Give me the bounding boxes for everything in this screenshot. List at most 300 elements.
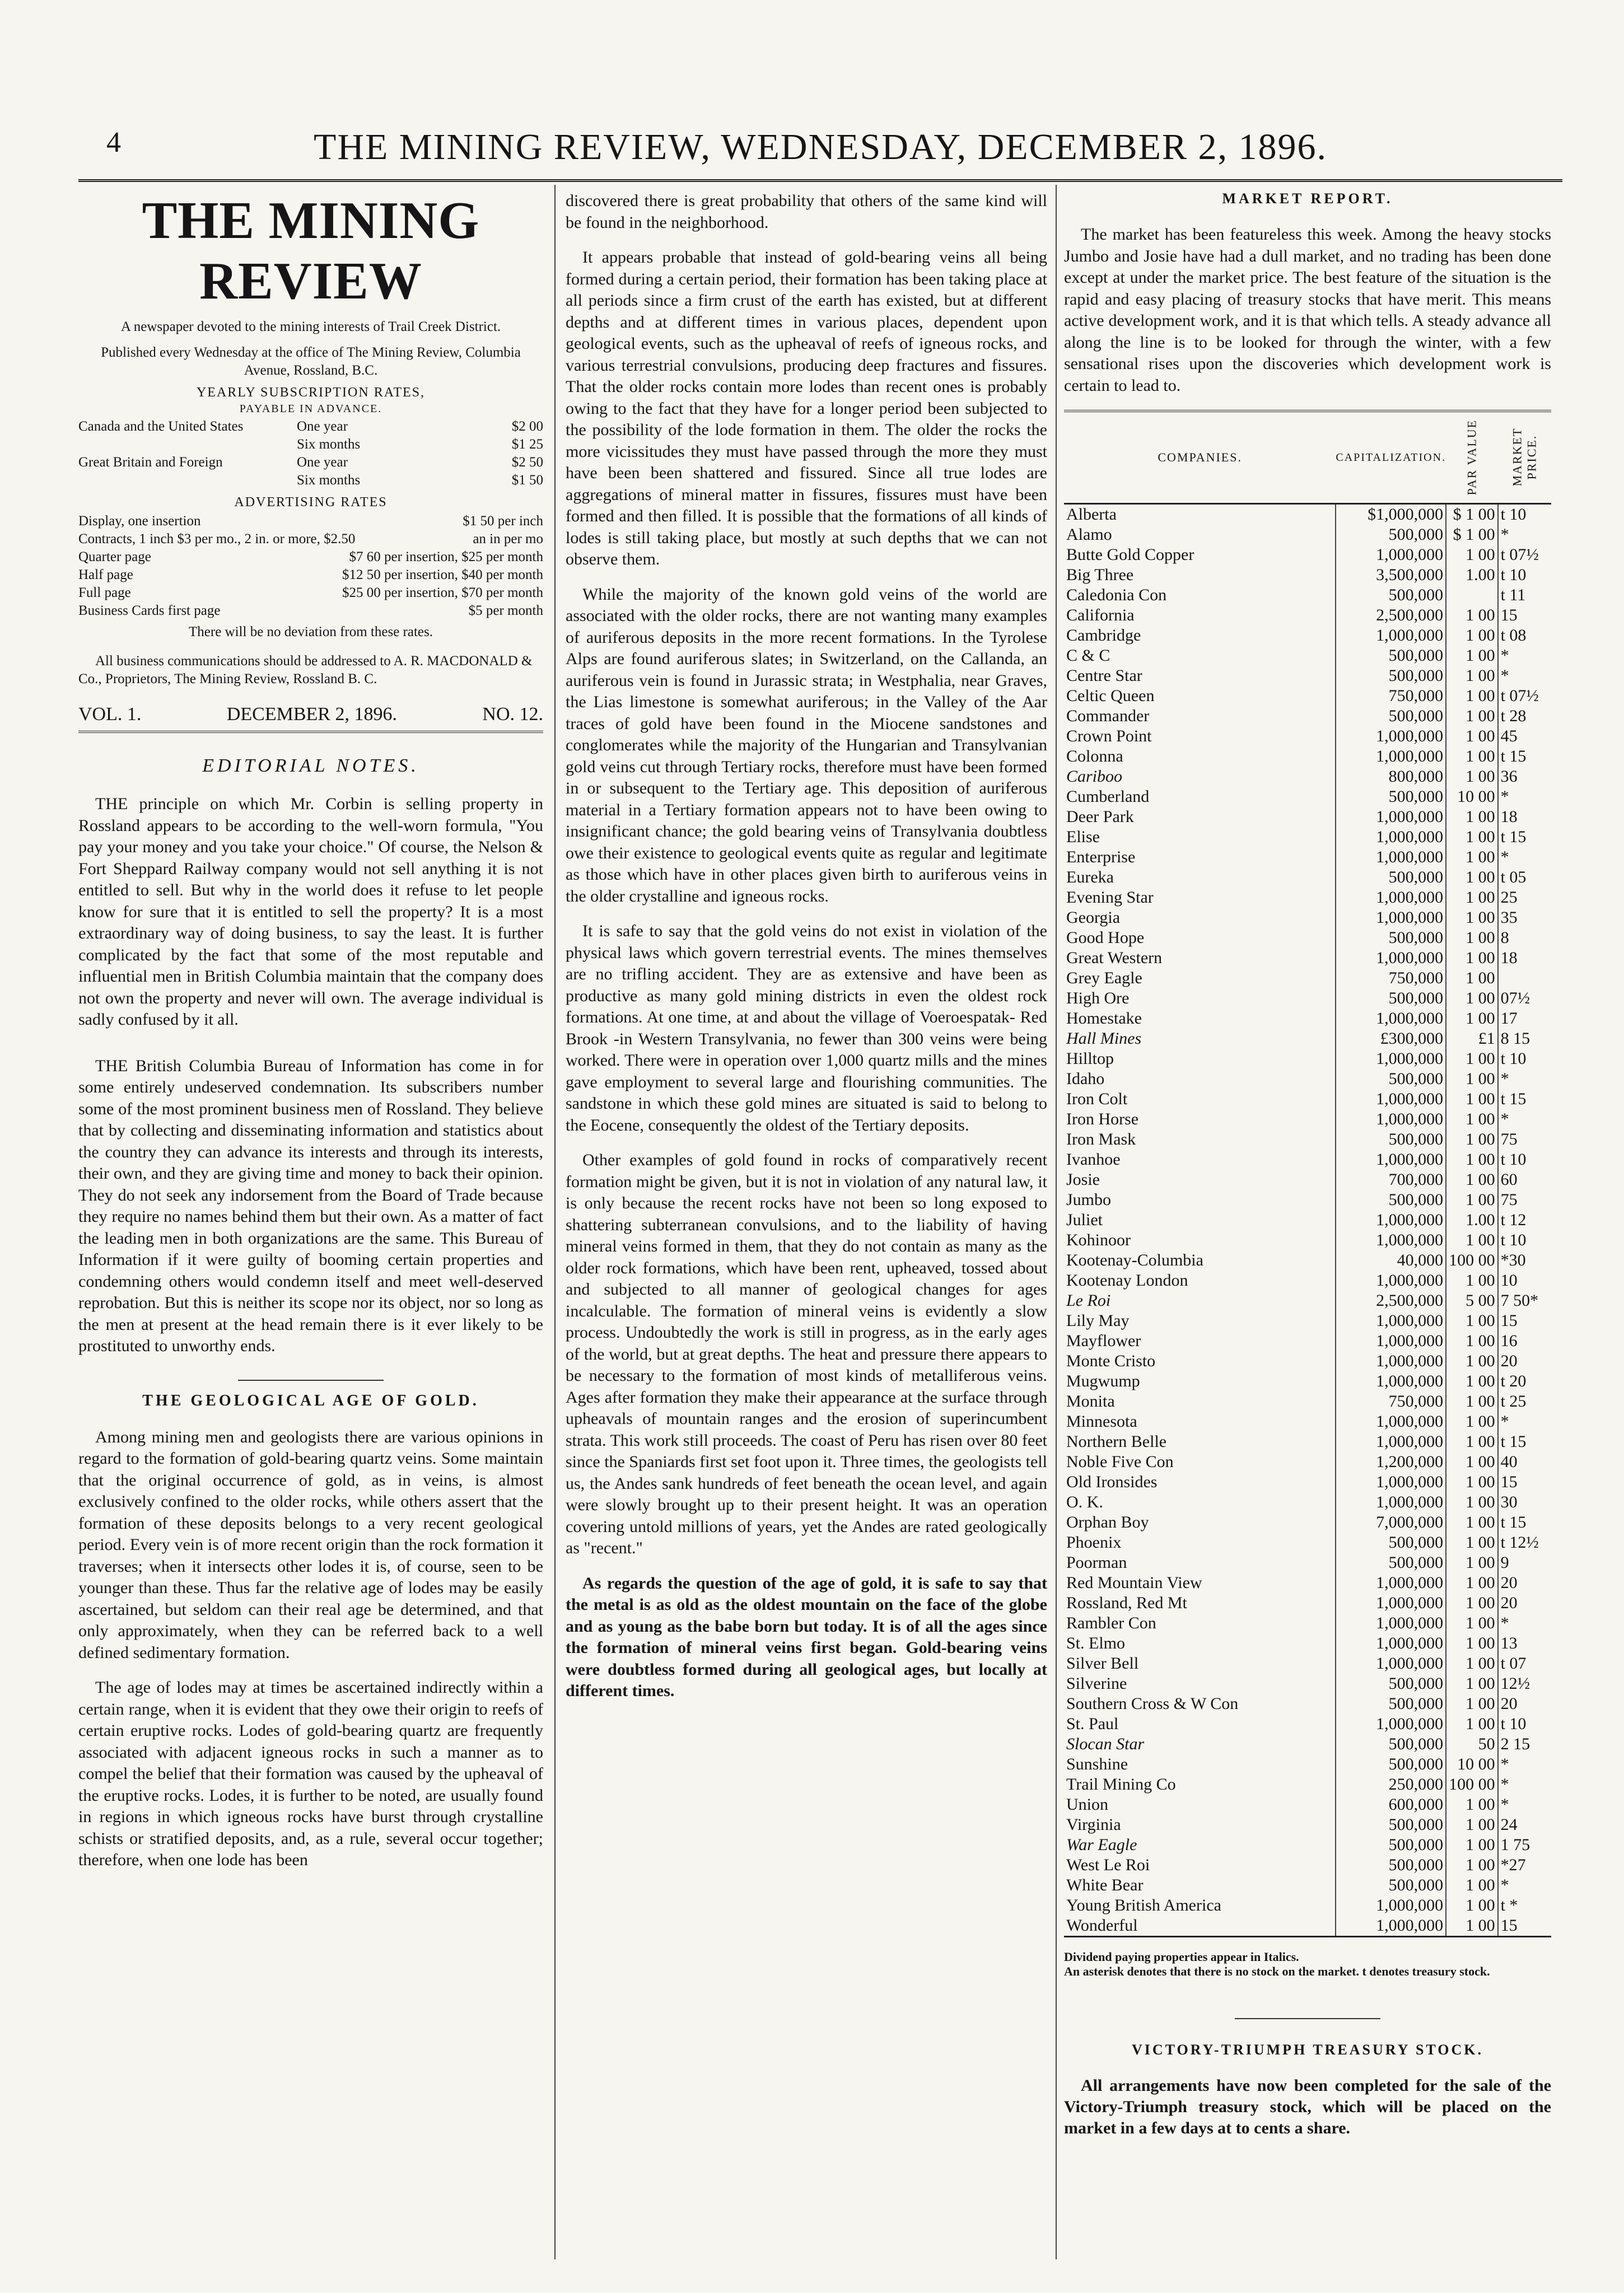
stock-market-price: 8 — [1498, 928, 1551, 948]
stock-company: Kohinoor — [1066, 1231, 1131, 1249]
stock-market-price: 13 — [1498, 1633, 1551, 1654]
stock-row — [1064, 807, 1551, 827]
stock-row — [1064, 646, 1551, 666]
advertising-rate-row — [78, 530, 543, 548]
geology-paragraph: It appears probable that instead of gold-bearing veins all being formed during a certain period, their formation has been taking place at all periods since a firm crust of the earth has existed, but at different depths and at different times in various places, dependent upon geological events, such as the upheaval of reefs of igneous rocks, and various terrestrial convulsions, producing deep fractures and fissures. That the older rocks contain more lodes than recent ones is probably owing to the fact that they have for a longer period been subjected to the possibility of the lode formation in them. The older the rocks the more vicissitudes they must have passed through the more they must have been been shattered and fissured. Since all true lodes are aggregations of mineral matter in fissures, fissures must have been formed and then filled. It is possible that the formations of all kinds of lodes is still taking place, but mostly at such depths that we can not observe them. — [566, 248, 1047, 568]
stock-par-value: 1 00 — [1446, 1089, 1498, 1109]
stock-row — [1064, 1855, 1551, 1875]
stock-market-price: 20 — [1498, 1351, 1551, 1371]
advertising-item: Contracts, 1 inch $3 per mo., 2 in. or more, $2.50 — [78, 531, 356, 547]
stock-row — [1064, 1190, 1551, 1210]
stock-row — [1064, 1613, 1551, 1633]
stock-market-price: 07½ — [1498, 988, 1551, 1008]
stock-row — [1064, 787, 1551, 807]
stock-par-value: 1 00 — [1446, 867, 1498, 888]
geology-paragraph: It is safe to say that the gold veins do not exist in violation of the physical laws which govern terrestrial events. The mines themselves are no trifling accident. They are as extensive and have been as productive as many gold mining districts in even the oldest rock formations. At one time, at and about the village of Voeroespatak- Red Brook -in Western Transylvania, no fewer than 300 veins were being worked. There were in operation over 1,000 quartz mills and the mines gave employment to several large and flourishing communities. The sandstone in which these gold mines are situated is said to belong to the Eocene, consequently the oldest of the Tertiary deposits. — [566, 922, 1047, 1134]
stock-par-value: 1 00 — [1446, 1633, 1498, 1654]
stock-capitalization: 500,000 — [1336, 1069, 1446, 1089]
stock-company: Iron Horse — [1066, 1110, 1139, 1128]
stock-row — [1064, 605, 1551, 625]
stock-row — [1064, 1271, 1551, 1291]
stock-company: Centre Star — [1066, 666, 1142, 685]
stock-row — [1064, 1654, 1551, 1674]
stock-row — [1064, 1875, 1551, 1895]
stock-row — [1064, 968, 1551, 988]
stock-market-price: t 07½ — [1498, 545, 1551, 565]
stock-company: Le Roi — [1066, 1291, 1111, 1310]
stock-row — [1064, 928, 1551, 948]
stock-row — [1064, 1412, 1551, 1432]
stock-market-price: 45 — [1498, 726, 1551, 746]
stock-market-price: * — [1498, 1795, 1551, 1815]
stock-capitalization: 1,000,000 — [1336, 847, 1446, 867]
stock-company: Cumberland — [1066, 787, 1150, 806]
stock-market-price: * — [1498, 1875, 1551, 1895]
stock-par-value: 1 00 — [1446, 767, 1498, 787]
stock-par-value: 1 00 — [1446, 1371, 1498, 1391]
stock-company: Caledonia Con — [1066, 586, 1167, 604]
advertising-rate-row — [78, 584, 543, 602]
stock-market-price: 40 — [1498, 1452, 1551, 1472]
stock-company: Hall Mines — [1066, 1029, 1142, 1048]
stock-market-price: 20 — [1498, 1573, 1551, 1593]
stock-row — [1064, 1230, 1551, 1250]
stock-capitalization: 1,000,000 — [1336, 948, 1446, 968]
stock-market-price: * — [1498, 847, 1551, 867]
stock-par-value: 1 00 — [1446, 1835, 1498, 1855]
stock-market-price: * — [1498, 787, 1551, 807]
stock-par-value: 5 00 — [1446, 1291, 1498, 1311]
advertising-item: Full page — [78, 585, 131, 600]
stock-market-price: * — [1498, 1412, 1551, 1432]
stock-par-value: £1 — [1446, 1029, 1498, 1049]
stock-company: Deer Park — [1066, 807, 1134, 826]
stock-market-price: t 11 — [1498, 585, 1551, 605]
stock-capitalization: 1,000,000 — [1336, 807, 1446, 827]
geology-paragraph: discovered there is great probability that others of the same kind will be found in the neighborhood. — [566, 192, 1047, 232]
stock-row — [1064, 1492, 1551, 1512]
stock-market-price: 75 — [1498, 1129, 1551, 1150]
subscription-region: Canada and the United States — [78, 419, 244, 434]
stock-par-value: 100 00 — [1446, 1250, 1498, 1271]
stock-row — [1064, 1553, 1551, 1573]
stock-row — [1064, 1593, 1551, 1613]
stock-capitalization: 500,000 — [1336, 706, 1446, 726]
stock-row — [1064, 585, 1551, 605]
stock-row — [1064, 1250, 1551, 1271]
stock-row — [1064, 746, 1551, 767]
stock-row — [1064, 1129, 1551, 1150]
stock-capitalization: 500,000 — [1336, 1553, 1446, 1573]
stock-market-price: * — [1498, 1069, 1551, 1089]
issue-number: NO. 12. — [482, 704, 543, 725]
stock-row — [1064, 908, 1551, 928]
no-deviation-note: There will be no deviation from these rates. — [189, 624, 433, 639]
stock-company: St. Elmo — [1066, 1634, 1126, 1652]
stock-capitalization: 1,000,000 — [1336, 625, 1446, 646]
advertising-item: Quarter page — [78, 549, 151, 564]
stock-company: Mayflower — [1066, 1332, 1141, 1350]
stock-par-value: 1 00 — [1446, 1533, 1498, 1553]
stock-market-price: t 15 — [1498, 827, 1551, 847]
stock-par-value: 50 — [1446, 1734, 1498, 1754]
stock-row — [1064, 1351, 1551, 1371]
subscription-rate-row — [78, 418, 543, 436]
stock-market-price: * — [1498, 646, 1551, 666]
stock-row — [1064, 1008, 1551, 1029]
stock-market-price: t 07 — [1498, 1654, 1551, 1674]
stock-company: Slocan Star — [1066, 1735, 1145, 1753]
stock-capitalization: 1,000,000 — [1336, 1371, 1446, 1391]
stock-capitalization: 1,000,000 — [1336, 1593, 1446, 1613]
stock-capitalization: 500,000 — [1336, 585, 1446, 605]
stock-capitalization: 1,000,000 — [1336, 1613, 1446, 1633]
advertising-title: ADVERTISING RATES — [234, 495, 388, 510]
editorial-title: EDITORIAL NOTES. — [202, 755, 419, 776]
stock-row — [1064, 827, 1551, 847]
stock-market-price: t 05 — [1498, 867, 1551, 888]
advertising-rate-row — [78, 566, 543, 584]
stock-capitalization: 1,000,000 — [1336, 1008, 1446, 1029]
market-title: MARKET REPORT. — [1222, 190, 1393, 207]
stock-row — [1064, 1835, 1551, 1855]
stock-row — [1064, 1573, 1551, 1593]
stock-company: Lily May — [1066, 1311, 1130, 1330]
stock-company: Great Western — [1066, 949, 1163, 967]
stock-company: Homestake — [1066, 1009, 1142, 1028]
stock-capitalization: 750,000 — [1336, 686, 1446, 706]
stock-par-value: 1 00 — [1446, 1654, 1498, 1674]
victory-paragraph: All arrangements have now been completed for the sale of the Victory-Triumph treasury stock, which will be placed on the market in a few days at to cents a share. — [1064, 2076, 1551, 2137]
stock-par-value: 1 00 — [1446, 605, 1498, 625]
stock-row — [1064, 1371, 1551, 1391]
stock-market-price: *27 — [1498, 1855, 1551, 1875]
geology-title: THE GEOLOGICAL AGE OF GOLD. — [142, 1391, 479, 1409]
stock-row — [1064, 1774, 1551, 1795]
stock-capitalization: 500,000 — [1336, 1674, 1446, 1694]
stock-market-price: * — [1498, 666, 1551, 686]
stock-par-value: 1 00 — [1446, 1069, 1498, 1089]
stock-row — [1064, 686, 1551, 706]
stock-company: Mugwump — [1066, 1372, 1140, 1390]
stock-market-price: t 25 — [1498, 1391, 1551, 1412]
stock-row — [1064, 1674, 1551, 1694]
stock-capitalization: £300,000 — [1336, 1029, 1446, 1049]
stock-par-value: 1 00 — [1446, 1452, 1498, 1472]
stock-market-price: 7 50* — [1498, 1291, 1551, 1311]
stock-company: Silver Bell — [1066, 1654, 1139, 1673]
stock-capitalization: 1,000,000 — [1336, 545, 1446, 565]
communications-note: All business communications should be addressed to A. R. MACDONALD & Co., Proprietors, The Mining Review, Rossland B. C. — [78, 653, 533, 687]
advertising-price: $5 per month — [468, 603, 543, 618]
stock-market-price: 1 75 — [1498, 1835, 1551, 1855]
stock-par-value: 1 00 — [1446, 1916, 1498, 1937]
stock-market-price: t 10 — [1498, 565, 1551, 585]
stock-company: Idaho — [1066, 1070, 1105, 1088]
asterisk-note: An asterisk denotes that there is no stock on the market. t denotes treasury stock. — [1064, 1964, 1490, 1978]
stock-row — [1064, 1089, 1551, 1109]
subscription-price: $2 00 — [511, 419, 543, 434]
stock-company: Old Ironsides — [1066, 1473, 1158, 1491]
stock-row — [1064, 1109, 1551, 1129]
stock-table — [1064, 410, 1551, 1937]
stock-market-price: t 28 — [1498, 706, 1551, 726]
stock-market-price: 20 — [1498, 1694, 1551, 1714]
stock-company: St. Paul — [1066, 1715, 1119, 1733]
stock-capitalization: 500,000 — [1336, 1190, 1446, 1210]
divider — [1235, 2018, 1380, 2019]
stock-capitalization: 7,000,000 — [1336, 1512, 1446, 1533]
stock-company: Rambler Con — [1066, 1614, 1156, 1632]
stock-market-price: t 15 — [1498, 1432, 1551, 1452]
stock-par-value: $ 1 00 — [1446, 504, 1498, 525]
stock-company: Rossland, Red Mt — [1066, 1594, 1187, 1612]
stock-par-value: 1 00 — [1446, 948, 1498, 968]
stock-row — [1064, 1049, 1551, 1069]
stock-capitalization: 700,000 — [1336, 1170, 1446, 1190]
stock-market-price: 24 — [1498, 1815, 1551, 1835]
stock-company: O. K. — [1066, 1493, 1103, 1511]
stock-par-value: 1 00 — [1446, 706, 1498, 726]
stock-market-price: 2 15 — [1498, 1734, 1551, 1754]
stock-par-value: 1 00 — [1446, 646, 1498, 666]
stock-company: Alberta — [1066, 505, 1117, 524]
stock-company: Young British America — [1066, 1896, 1221, 1914]
stock-row — [1064, 1029, 1551, 1049]
stock-market-price: * — [1498, 1109, 1551, 1129]
advertising-price: $7 60 per insertion, $25 per month — [349, 549, 543, 564]
stock-company: Union — [1066, 1795, 1108, 1814]
stock-company: Evening Star — [1066, 888, 1154, 907]
stock-market-price: t 10 — [1498, 1230, 1551, 1250]
advertising-price: $25 00 per insertion, $70 per month — [342, 585, 543, 600]
stock-row — [1064, 1170, 1551, 1190]
stock-market-price — [1498, 968, 1551, 988]
advertising-rate-row — [78, 548, 543, 566]
stock-par-value: 1 00 — [1446, 746, 1498, 767]
stock-par-value: 1 00 — [1446, 1170, 1498, 1190]
stock-market-price: 15 — [1498, 1311, 1551, 1331]
geology-paragraph: As regards the question of the age of gold, it is safe to say that the metal is as old as the oldest mountain on the face of the globe and as young as the babe born but today. It is of all the ages since the formation of mineral veins first began. Gold-bearing veins were doubtless formed during all geological ages, but locally at different times. — [566, 1573, 1047, 1700]
stock-capitalization: 1,000,000 — [1336, 1633, 1446, 1654]
stock-row — [1064, 1916, 1551, 1937]
advertising-rate-row — [78, 512, 543, 530]
stock-capitalization: 1,000,000 — [1336, 1472, 1446, 1492]
volume: VOL. 1. — [78, 704, 142, 725]
stock-company: Noble Five Con — [1066, 1453, 1174, 1471]
stock-par-value: 1 00 — [1446, 1190, 1498, 1210]
stock-row — [1064, 1895, 1551, 1916]
victory-title: VICTORY-TRIUMPH TREASURY STOCK. — [1131, 2042, 1484, 2058]
stock-company: Eureka — [1066, 868, 1114, 886]
stock-row — [1064, 767, 1551, 787]
subscription-term: Six months — [297, 437, 361, 452]
stock-capitalization: 1,000,000 — [1336, 1916, 1446, 1937]
stock-market-price: t 10 — [1498, 1049, 1551, 1069]
stock-company: Virginia — [1066, 1815, 1121, 1834]
stock-company: Cambridge — [1066, 626, 1141, 645]
stock-company: Josie — [1066, 1170, 1100, 1189]
stock-company: Sunshine — [1066, 1755, 1128, 1773]
stock-capitalization: 1,000,000 — [1336, 726, 1446, 746]
stock-par-value: 1 00 — [1446, 1049, 1498, 1069]
stock-company: High Ore — [1066, 989, 1130, 1007]
stock-company: Cariboo — [1066, 767, 1123, 786]
stock-capitalization: 1,000,000 — [1336, 1230, 1446, 1250]
stock-par-value: 10 00 — [1446, 1754, 1498, 1774]
stock-par-value: 1 00 — [1446, 545, 1498, 565]
stock-market-price: *30 — [1498, 1250, 1551, 1271]
stock-market-price: 18 — [1498, 807, 1551, 827]
stock-par-value: 1 00 — [1446, 1391, 1498, 1412]
advertising-item: Business Cards first page — [78, 603, 221, 618]
stock-market-price: t 07½ — [1498, 686, 1551, 706]
editorial-paragraph: THE British Columbia Bureau of Information has come in for some entirely undeserved condemnation. Its subscribers number some of the most prominent business men of Rossland. They believe that by collecting and disseminating information and statistics about the country they can advance its interests and through its interests, their own, and they are giving time and money to back their opinion. They do not seek any indorsement from the Board of Trade because they require no names behind them but their own. As a matter of fact the leading men in both organizations are the same. This Bureau of Information if it were guilty of booming certain properties and condemning others would condemn itself and meet well-deserved reprobation. But this is neither its scope nor its object, nor so long as the men at present at the head remain there is it ever likely to be prostituted to unworthy ends. — [78, 1056, 543, 1355]
stock-company: Grey Eagle — [1066, 969, 1142, 987]
stock-row — [1064, 1291, 1551, 1311]
stock-capitalization: 3,500,000 — [1336, 565, 1446, 585]
stock-par-value: 1 00 — [1446, 1895, 1498, 1916]
geology-paragraph: While the majority of the known gold veins of the world are associated with the older rocks, there are not wanting many examples of auriferous deposits in the more recent formations. In the Tyrolese Alps are found auriferous slates; in Switzerland, on the Callanda, an auriferous vein is found in Jurassic strata; in Westphalia, near Graves, the Lias limestone is somewhat auriferous; in the Valley of the Aar traces of gold have been found in the Miocene sandstones and conglomerates while the majority of the Hungarian and Transylvanian gold veins cut through Tertiary rocks, therefore must have been formed in or subsequent to the Tertiary age. This deposition of auriferous material in a Tertiary formation appears not to have been owing to insignificant chance; the gold bearing veins of Transylvania doubtless owe their existence to geological events quite as regular and legitimate as those which have in other places given birth to auriferous veins in the older crystalline and igneous rocks. — [566, 585, 1047, 905]
header-rule — [78, 179, 1562, 182]
stock-capitalization: 1,000,000 — [1336, 1049, 1446, 1069]
subscription-region: Great Britain and Foreign — [78, 455, 223, 470]
stock-company: Trail Mining Co — [1066, 1775, 1176, 1794]
stock-capitalization: 500,000 — [1336, 1855, 1446, 1875]
stock-table-body — [1064, 504, 1551, 1937]
stock-row — [1064, 1210, 1551, 1230]
stock-capitalization: 1,000,000 — [1336, 908, 1446, 928]
stock-par-value: 1 00 — [1446, 968, 1498, 988]
stock-company: Georgia — [1066, 908, 1121, 927]
header-market-price: MARKET PRICE. — [1498, 411, 1551, 504]
stock-row — [1064, 1069, 1551, 1089]
masthead-publisher: Published every Wednesday at the office of The Mining Review, Columbia Avenue, Rossland, B.C. — [101, 345, 521, 378]
stock-capitalization: 750,000 — [1336, 968, 1446, 988]
stock-par-value: 1 00 — [1446, 1150, 1498, 1170]
stock-par-value: 1 00 — [1446, 666, 1498, 686]
stock-par-value: 1 00 — [1446, 988, 1498, 1008]
stock-company: Red Mountain View — [1066, 1573, 1202, 1592]
stock-capitalization: 500,000 — [1336, 1734, 1446, 1754]
stock-capitalization: 1,000,000 — [1336, 1714, 1446, 1734]
stock-par-value: 1 00 — [1446, 928, 1498, 948]
stock-capitalization: 1,000,000 — [1336, 1895, 1446, 1916]
stock-capitalization: 500,000 — [1336, 988, 1446, 1008]
subscription-rate-row — [78, 436, 543, 454]
stock-row — [1064, 706, 1551, 726]
stock-par-value: 1 00 — [1446, 1875, 1498, 1895]
stock-company: Phoenix — [1066, 1533, 1122, 1552]
stock-row — [1064, 1331, 1551, 1351]
stock-company: War Eagle — [1066, 1836, 1137, 1854]
stock-capitalization: 500,000 — [1336, 1694, 1446, 1714]
stock-capitalization: 500,000 — [1336, 1875, 1446, 1895]
stock-market-price: t 15 — [1498, 1089, 1551, 1109]
stock-capitalization: 1,000,000 — [1336, 1432, 1446, 1452]
stock-row — [1064, 948, 1551, 968]
stock-market-price: 10 — [1498, 1271, 1551, 1291]
market-paragraph: The market has been featureless this week. Among the heavy stocks Jumbo and Josie have had a dull market, and no trading has been done except at under the market price. The best feature of the situation is the rapid and easy placing of treasury stocks that have merit. This means active development work, and it is that which tells. A steady advance all along the line is to be looked for through the winter, with a few sensational rises upon the discoveries which development work is certain to lead to. — [1064, 225, 1551, 395]
stock-company: Kootenay London — [1066, 1271, 1188, 1290]
stock-row — [1064, 1150, 1551, 1170]
stock-market-price: 15 — [1498, 605, 1551, 625]
stock-row — [1064, 525, 1551, 545]
stock-row — [1064, 1754, 1551, 1774]
stock-capitalization: 1,000,000 — [1336, 1492, 1446, 1512]
stock-par-value: 1 00 — [1446, 1553, 1498, 1573]
stock-par-value: $ 1 00 — [1446, 525, 1498, 545]
stock-capitalization: 500,000 — [1336, 867, 1446, 888]
stock-row — [1064, 1815, 1551, 1835]
stock-par-value: 1 00 — [1446, 847, 1498, 867]
page-number: 4 — [106, 127, 121, 158]
stock-market-price: 60 — [1498, 1170, 1551, 1190]
stock-row — [1064, 1512, 1551, 1533]
stock-company: Wonderful — [1066, 1916, 1138, 1935]
stock-market-price: 25 — [1498, 888, 1551, 908]
stock-par-value: 1 00 — [1446, 1815, 1498, 1835]
stock-row — [1064, 1311, 1551, 1331]
stock-market-price: * — [1498, 1613, 1551, 1633]
stock-par-value: 1 00 — [1446, 1573, 1498, 1593]
stock-market-price: * — [1498, 525, 1551, 545]
stock-row — [1064, 666, 1551, 686]
stock-company: Good Hope — [1066, 928, 1145, 947]
header-par-value: PAR VALUE — [1446, 411, 1498, 504]
stock-row — [1064, 565, 1551, 585]
stock-par-value: 1 00 — [1446, 888, 1498, 908]
stock-par-value: 1 00 — [1446, 1331, 1498, 1351]
stock-market-price: t * — [1498, 1895, 1551, 1916]
stock-par-value: 1 00 — [1446, 1311, 1498, 1331]
stock-market-price: 20 — [1498, 1593, 1551, 1613]
stock-capitalization: 1,000,000 — [1336, 1271, 1446, 1291]
stock-par-value: 1 00 — [1446, 1674, 1498, 1694]
stock-row — [1064, 545, 1551, 565]
advertising-rate-row — [78, 602, 543, 620]
subscription-subtitle: PAYABLE IN ADVANCE. — [239, 403, 382, 415]
stock-company: Celtic Queen — [1066, 687, 1155, 705]
subscription-price: $1 25 — [511, 437, 543, 452]
stock-par-value: 1 00 — [1446, 1351, 1498, 1371]
stock-row — [1064, 1472, 1551, 1492]
stock-capitalization: 250,000 — [1336, 1774, 1446, 1795]
stock-capitalization: 1,000,000 — [1336, 1150, 1446, 1170]
stock-market-price: 17 — [1498, 1008, 1551, 1029]
stock-market-price: 30 — [1498, 1492, 1551, 1512]
stock-row — [1064, 988, 1551, 1008]
stock-market-price: t 10 — [1498, 1150, 1551, 1170]
subscription-term: Six months — [297, 473, 361, 488]
stock-capitalization: 1,000,000 — [1336, 1412, 1446, 1432]
stock-company: Ivanhoe — [1066, 1150, 1121, 1169]
stock-par-value: 1 00 — [1446, 1694, 1498, 1714]
stock-capitalization: 500,000 — [1336, 787, 1446, 807]
stock-par-value: 1.00 — [1446, 1210, 1498, 1230]
header-companies: COMPANIES. — [1064, 411, 1336, 504]
stock-company: Poorman — [1066, 1553, 1127, 1572]
stock-market-price: t 15 — [1498, 746, 1551, 767]
stock-company: Elise — [1066, 828, 1100, 846]
stock-market-price: * — [1498, 1774, 1551, 1795]
stock-row — [1064, 625, 1551, 646]
stock-par-value: 10 00 — [1446, 787, 1498, 807]
stock-row — [1064, 847, 1551, 867]
stock-par-value: 1 00 — [1446, 1008, 1498, 1029]
stock-par-value: 1 00 — [1446, 1492, 1498, 1512]
running-head: THE MINING REVIEW, WEDNESDAY, DECEMBER 2, 1896. — [314, 127, 1327, 167]
